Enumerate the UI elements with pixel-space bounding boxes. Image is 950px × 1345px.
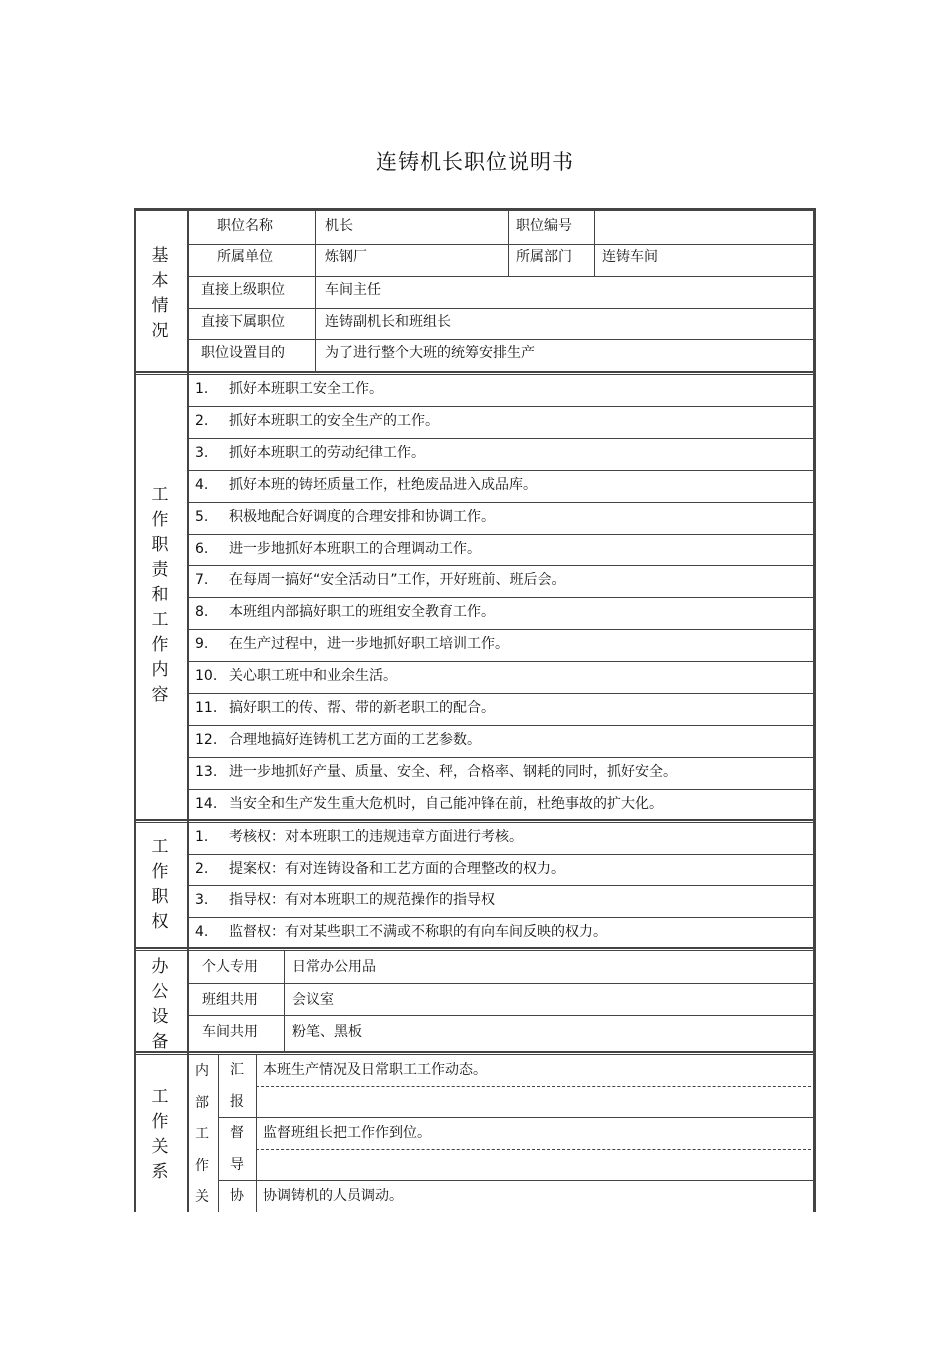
grid-line-horizontal (187, 725, 816, 726)
unit-value: 炼钢厂 (325, 249, 367, 265)
grid-line-horizontal (187, 629, 816, 630)
grid-line-horizontal (218, 1117, 816, 1118)
purpose-label: 职位设置目的 (201, 345, 285, 361)
relation-type-label (227, 1118, 247, 1181)
duty-item-text: 搞好职工的传、帮、带的新老职工的配合。 (229, 700, 495, 716)
label-char: 工 (151, 610, 169, 630)
grid-line-horizontal (134, 947, 816, 949)
dept-value: 连铸车间 (602, 249, 658, 265)
grid-line-horizontal (187, 534, 816, 535)
label-char: 导 (230, 1156, 244, 1173)
duty-item-text: 积极地配合好调度的合理安排和协调工作。 (229, 508, 495, 525)
label-char: 情 (151, 296, 169, 316)
purpose-value: 为了进行整个大班的统筹安排生产 (325, 345, 535, 361)
grid-line-horizontal (187, 917, 816, 918)
dept-label: 所属部门 (516, 249, 572, 265)
duty-item (195, 765, 677, 779)
duty-item-number: 8. (195, 604, 209, 621)
label-char: 公 (151, 982, 169, 1002)
grid-line-horizontal (187, 693, 816, 694)
authority-item-text: 指导权：有对本班职工的规范操作的指导权 (229, 892, 495, 908)
duty-item-text: 抓好本班职工的劳动纪律工作。 (229, 444, 425, 461)
duty-item-number: 4. (195, 476, 209, 493)
grid-line-horizontal (218, 1180, 816, 1181)
grid-line-horizontal (187, 244, 816, 245)
label-char: 作 (151, 1112, 169, 1132)
section-label-basic (149, 244, 171, 344)
label-char: 内 (195, 1063, 209, 1079)
job-name-label: 职位名称 (217, 218, 273, 234)
label-char: 职 (151, 535, 169, 555)
duty-item-text: 抓好本班的铸坯质量工作，杜绝废品进入成品库。 (229, 476, 537, 493)
grid-line-horizontal (187, 885, 816, 886)
relation-type-label (227, 1181, 247, 1213)
unit-label: 所属单位 (217, 249, 273, 265)
duty-item (195, 605, 495, 619)
duty-item-text: 在生产过程中，进一步地抓好职工培训工作。 (229, 636, 509, 653)
relation-text: 监督班组长把工作作到位。 (263, 1125, 431, 1142)
label-char: 内 (151, 660, 169, 680)
grid-line-vertical (187, 210, 189, 1212)
label-char: 协 (230, 1188, 244, 1205)
grid-line-vertical (594, 210, 595, 276)
label-char: 作 (195, 1157, 209, 1174)
label-char: 作 (151, 635, 169, 655)
label-char: 和 (151, 585, 169, 605)
duty-item-text: 在每周一搞好“安全活动日”工作，开好班前、班后会。 (229, 572, 566, 589)
duty-item-number: 12. (195, 731, 218, 748)
authority-item (195, 830, 523, 844)
grid-line-horizontal (187, 276, 816, 277)
duty-item-text: 合理地搞好连铸机工艺方面的工艺参数。 (229, 731, 481, 748)
duty-item-number: 13. (195, 763, 218, 780)
grid-line-vertical (284, 950, 285, 1051)
authority-item-number: 1. (195, 829, 209, 845)
duty-item-number: 5. (195, 508, 209, 525)
grid-line-horizontal (187, 789, 816, 790)
authority-item (195, 862, 565, 876)
duty-item (195, 797, 663, 811)
authority-item-number: 2. (195, 860, 209, 877)
grid-line-horizontal (134, 374, 816, 375)
duty-item-text: 进一步地抓好产量、质量、安全、秤，合格率、钢耗的同时，抓好安全。 (229, 763, 677, 780)
authority-item-text: 考核权：对本班职工的违规违章方面进行考核。 (229, 829, 523, 845)
duty-item (195, 414, 439, 428)
grid-line-horizontal (187, 438, 816, 439)
label-char: 报 (230, 1093, 244, 1110)
relation-text: 本班生产情况及日常职工工作动态。 (263, 1062, 487, 1078)
authority-item-number: 3. (195, 892, 209, 908)
section-label-relations (149, 1085, 171, 1185)
authority-item (195, 925, 607, 939)
grid-line-horizontal (187, 983, 816, 984)
duty-item (195, 446, 425, 460)
duty-item-number: 10. (195, 668, 218, 685)
relation-type-label (227, 1055, 247, 1118)
superior-label: 直接上级职位 (201, 282, 285, 298)
job-code-label: 职位编号 (516, 218, 572, 234)
equipment-value: 会议室 (292, 991, 334, 1008)
duty-item (195, 573, 566, 587)
duty-item (195, 669, 397, 683)
grid-line-horizontal (187, 854, 816, 855)
duty-item-text: 本班组内部搞好职工的班组安全教育工作。 (229, 604, 495, 621)
duty-item-number: 7. (195, 572, 209, 589)
duty-item-text: 进一步地抓好本班职工的合理调动工作。 (229, 540, 481, 557)
label-char: 工 (195, 1126, 209, 1142)
duty-item (195, 542, 481, 556)
internal-relations-label (192, 1056, 212, 1214)
duty-item-number: 3. (195, 444, 209, 461)
superior-value: 车间主任 (325, 282, 381, 298)
label-char: 工 (151, 1087, 169, 1107)
label-char: 督 (230, 1125, 244, 1142)
grid-line-horizontal (187, 597, 816, 598)
label-char: 容 (151, 685, 169, 705)
grid-line-horizontal (187, 1015, 816, 1016)
grid-line-horizontal (187, 565, 816, 566)
document-title: 连铸机长职位说明书 (376, 150, 574, 174)
duty-item-number: 9. (195, 636, 209, 653)
grid-line-horizontal (134, 950, 816, 951)
duty-item (195, 382, 383, 396)
section-label-authority (149, 835, 171, 935)
job-name-value: 机长 (325, 218, 353, 234)
grid-line-vertical (256, 1054, 257, 1212)
duty-item-number: 6. (195, 540, 209, 557)
label-char: 作 (151, 862, 169, 882)
grid-line-horizontal (256, 1149, 816, 1150)
authority-item-number: 4. (195, 923, 209, 940)
duty-item-number: 11. (195, 700, 218, 716)
grid-line-horizontal (134, 1051, 816, 1053)
grid-line-horizontal (187, 661, 816, 662)
label-char: 关 (151, 1137, 169, 1157)
label-char: 职 (151, 887, 169, 907)
equipment-value: 日常办公用品 (292, 959, 376, 975)
grid-line-horizontal (256, 1086, 816, 1087)
label-char: 工 (151, 837, 169, 857)
grid-line-vertical (315, 210, 316, 371)
grid-line-horizontal (187, 308, 816, 309)
duty-item-number: 1. (195, 381, 209, 397)
grid-line-vertical (218, 1054, 219, 1212)
label-char: 况 (151, 321, 169, 341)
label-char: 基 (151, 246, 169, 266)
duty-item (195, 510, 495, 524)
section-label-equipment (149, 955, 171, 1055)
section-label-duties (149, 483, 171, 708)
duty-item-number: 2. (195, 412, 209, 429)
duty-item (195, 637, 509, 651)
subordinate-value: 连铸副机长和班组长 (325, 314, 451, 330)
equipment-value: 粉笔、黑板 (292, 1024, 362, 1040)
duty-item (195, 478, 537, 492)
duty-item-text: 当安全和生产发生重大危机时，自己能冲锋在前，杜绝事故的扩大化。 (229, 795, 663, 812)
relation-text: 协调铸机的人员调动。 (263, 1188, 403, 1205)
label-char: 权 (151, 912, 169, 932)
label-char: 作 (151, 510, 169, 530)
label-char: 本 (151, 271, 169, 291)
label-char: 关 (195, 1189, 209, 1205)
grid-line-horizontal (187, 470, 816, 471)
label-char: 系 (151, 1162, 169, 1182)
label-char: 工 (151, 485, 169, 505)
grid-line-horizontal (187, 406, 816, 407)
grid-line-horizontal (187, 502, 816, 503)
label-char: 汇 (230, 1062, 244, 1078)
equipment-label: 车间共用 (202, 1024, 258, 1040)
grid-line-horizontal (134, 819, 816, 821)
duty-item-text: 抓好本班职工的安全生产的工作。 (229, 412, 439, 429)
label-char: 部 (195, 1094, 209, 1111)
authority-item-text: 监督权：有对某些职工不满或不称职的有向车间反映的权力。 (229, 923, 607, 940)
label-char: 备 (151, 1032, 169, 1052)
equipment-label: 班组共用 (202, 991, 258, 1008)
authority-item-text: 提案权：有对连铸设备和工艺方面的合理整改的权力。 (229, 860, 565, 877)
label-char: 责 (151, 560, 169, 580)
subordinate-label: 直接下属职位 (201, 314, 285, 330)
equipment-label: 个人专用 (202, 959, 258, 975)
duty-item-number: 14. (195, 795, 218, 812)
grid-line-horizontal (134, 822, 816, 823)
duty-item (195, 733, 481, 747)
duty-item-text: 抓好本班职工安全工作。 (229, 381, 383, 397)
duty-item (195, 701, 495, 715)
grid-line-vertical (508, 210, 509, 276)
duty-item-text: 关心职工班中和业余生活。 (229, 668, 397, 685)
grid-line-horizontal (134, 371, 816, 373)
grid-line-horizontal (187, 757, 816, 758)
label-char: 设 (151, 1007, 169, 1027)
authority-item (195, 893, 495, 907)
grid-line-horizontal (187, 339, 816, 340)
label-char: 办 (151, 957, 169, 977)
